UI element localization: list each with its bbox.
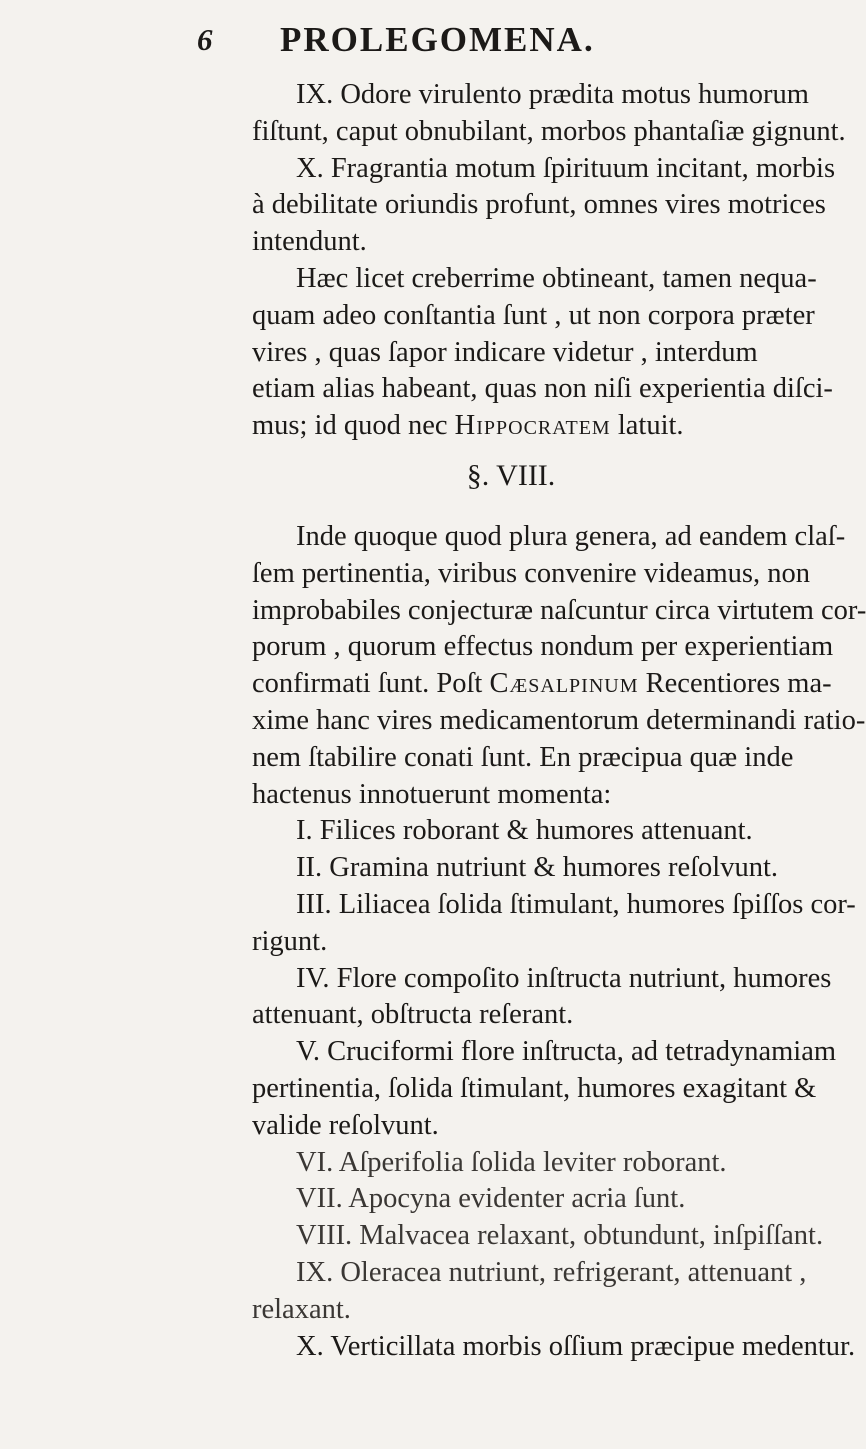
list-item: VII. Apocyna evidenter acria ſunt. <box>296 1183 686 1215</box>
list-item-continuation: pertinentia, ſolida ſtimulant, humores exagitant & <box>252 1072 817 1104</box>
list-item: I. Filices roborant & humores attenuant. <box>296 815 753 847</box>
text-line: X. Fragrantia motum ſpirituum incitant, morbis <box>296 152 836 184</box>
text-fragment: latuit. <box>610 410 684 442</box>
list-item: IX. Oleracea nutriunt, refrigerant, attenuant , <box>296 1256 807 1288</box>
name-hippocrates: Hippocratem <box>454 410 611 442</box>
text-line: xime hanc vires medicamentorum determinandi ratio- <box>252 704 866 736</box>
list-item: III. Liliacea ſolida ſtimulant, humores ſpiſſos cor- <box>296 888 856 920</box>
text-line: Hæc licet creberrime obtineant, tamen nequa- <box>296 262 817 294</box>
text-line: ſem pertinentia, viribus convenire videamus, non <box>252 557 810 589</box>
text-line: porum , quorum effectus nondum per experientiam <box>252 631 834 663</box>
text-line: etiam alias habeant, quas non niſi experientia diſci- <box>252 373 833 405</box>
text-line: à debilitate oriundis profunt, omnes vires motrices <box>252 189 826 221</box>
page-number: 6 <box>197 22 213 57</box>
page-body <box>252 77 866 1365</box>
text-line: Inde quoque quod plura genera, ad eandem claſ- <box>296 520 846 552</box>
text-line: intendunt. <box>252 226 367 258</box>
text-line: nem ſtabilire conati ſunt. En præcipua quæ inde <box>252 741 794 773</box>
text-line: vires , quas ſapor indicare videtur , interdum <box>252 336 758 368</box>
text-line <box>252 408 770 445</box>
list-item-continuation: relaxant. <box>252 1293 351 1325</box>
text-fragment: Recentiores ma- <box>638 668 832 700</box>
text-line: hactenus innotuerunt momenta: <box>252 778 612 810</box>
list-item-continuation: valide reſolvunt. <box>252 1109 439 1141</box>
list-item-continuation: rigunt. <box>252 925 328 957</box>
text-line: quam adeo conſtantia ſunt , ut non corpora præter <box>252 299 815 331</box>
list-item-continuation: attenuant, obſtructa reſerant. <box>252 999 574 1031</box>
text-line <box>252 666 832 703</box>
page-header <box>0 18 800 62</box>
paragraph-haec <box>252 261 833 445</box>
name-caesalpinum: Cæsalpinum <box>489 668 639 700</box>
list-item: V. Cruciformi flore inſtructa, ad tetradynamiam <box>296 1036 837 1068</box>
text-fragment: confirmati ſunt. Poſt <box>252 668 490 700</box>
list-item: IV. Flore compoſito inſtructa nutriunt, humores <box>296 962 832 994</box>
text-line: improbabiles conjecturæ naſcuntur circa virtutem cor- <box>252 594 866 626</box>
text-line: IX. Odore virulento prædita motus humorum <box>296 79 809 110</box>
properties-list <box>252 813 856 1365</box>
list-item: II. Gramina nutriunt & humores reſolvunt. <box>296 852 779 884</box>
list-item: VI. Aſperifolia ſolida leviter roborant. <box>296 1146 727 1178</box>
running-title: PROLEGOMENA. <box>280 20 595 59</box>
text-fragment: mus; id quod nec <box>252 410 455 442</box>
paragraph-inde <box>252 519 866 813</box>
text-line: fiſtunt, caput obnubilant, morbos phantaſiæ gignunt. <box>252 115 846 147</box>
list-item: VIII. Malvacea relaxant, obtundunt, inſpiſſant. <box>296 1220 824 1252</box>
paragraph-ix <box>252 77 846 261</box>
list-item: X. Verticillata morbis oſſium præcipue medentur. <box>296 1330 856 1362</box>
section-heading: §. VIII. <box>466 458 556 492</box>
